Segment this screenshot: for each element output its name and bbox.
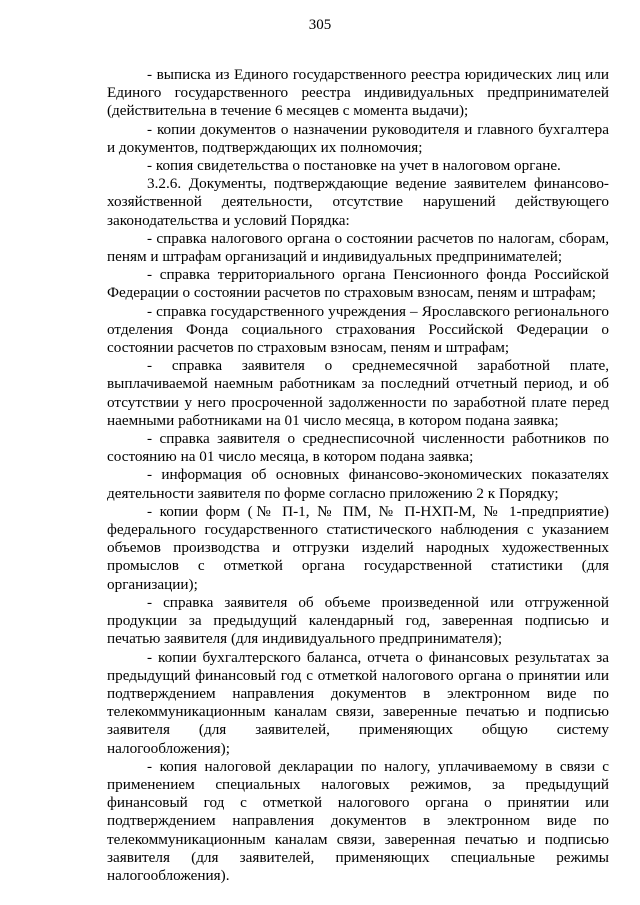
paragraph-section-3-2-6: 3.2.6. Документы, подтверждающие ведение заявителем финансово-хозяйственной деятельности, отсутствие нарушений действующего законодательства и условий Порядка: <box>107 175 609 229</box>
paragraph-tax-registration-copy: - копия свидетельства о постановке на учет в налоговом органе. <box>147 157 561 175</box>
paragraph-statistics-forms: - копии форм (№ П-1, № ПМ, № П-НХП-М, № 1-предприятие) федерального государственного статистического наблюдения с указанием объемов производства и отгрузки изделий народных художественных промыслов с отметкой органа государственной статистики (для организации); <box>107 502 609 593</box>
paragraph-balance-sheet-copies: - копии бухгалтерского баланса, отчета о финансовых результатах за предыдущий финансовый год с отметкой налогового органа о принятии или подтверждением направления документов в электронном виде по телекоммуникационным каналам связи, заверенные печатью и подписью заявителя (для заявителей, применяющих общую систему налогообложения); <box>107 648 609 757</box>
paragraph-tax-authority-certificate: - справка налогового органа о состоянии расчетов по налогам, сборам, пеням и штрафам организаций и индивидуальных предпринимателей; <box>107 229 609 266</box>
paragraph-production-volume-certificate: - справка заявителя об объеме произведенной или отгруженной продукции за предыдущий календарный год, заверенная подписью и печатью заявителя (для индивидуального предпринимателя); <box>107 593 609 648</box>
paragraph-tax-declaration-copy: - копия налоговой декларации по налогу, уплачиваемому в связи с применением специальных налоговых режимов, за предыдущий финансовый год с отметкой налогового органа о принятии или подтверждением направления документов в электронном виде по телекоммуникационным каналам связи, заверенная печатью и подписью заявителя (для заявителей, применяющих специальные режимы налогообложения). <box>107 757 609 884</box>
paragraph-average-salary-certificate: - справка заявителя о среднемесячной заработной плате, выплачиваемой наемным работникам за последний отчетный период, и об отсутствии у него просроченной задолженности по заработной плате перед наемными работниками на 01 число месяца, в котором подана заявка; <box>107 357 609 429</box>
paragraph-financial-indicators: - информация об основных финансово-экономических показателях деятельности заявителя по форме согласно приложению 2 к Порядку; <box>107 466 609 502</box>
paragraph-egrul-extract: - выписка из Единого государственного реестра юридических лиц или Единого государственного реестра индивидуальных предпринимателей (действительна в течение 6 месяцев с момента выдачи); <box>107 66 609 120</box>
document-body <box>107 66 609 885</box>
paragraph-pension-fund-certificate: - справка территориального органа Пенсионного фонда Российской Федерации о состоянии расчетов по страховым взносам, пеням и штрафам; <box>107 266 609 302</box>
paragraph-social-insurance-certificate: - справка государственного учреждения – Ярославского регионального отделения Фонда социального страхования Российской Федерации о состоянии расчетов по страховым взносам, пеням и штрафам; <box>107 302 609 357</box>
paragraph-appointment-copies: - копии документов о назначении руководителя и главного бухгалтера и документов, подтверждающих их полномочия; <box>107 120 609 156</box>
page-number: 305 <box>308 17 332 33</box>
paragraph-headcount-certificate: - справка заявителя о среднесписочной численности работников по состоянию на 01 число месяца, в котором подана заявка; <box>107 430 609 466</box>
